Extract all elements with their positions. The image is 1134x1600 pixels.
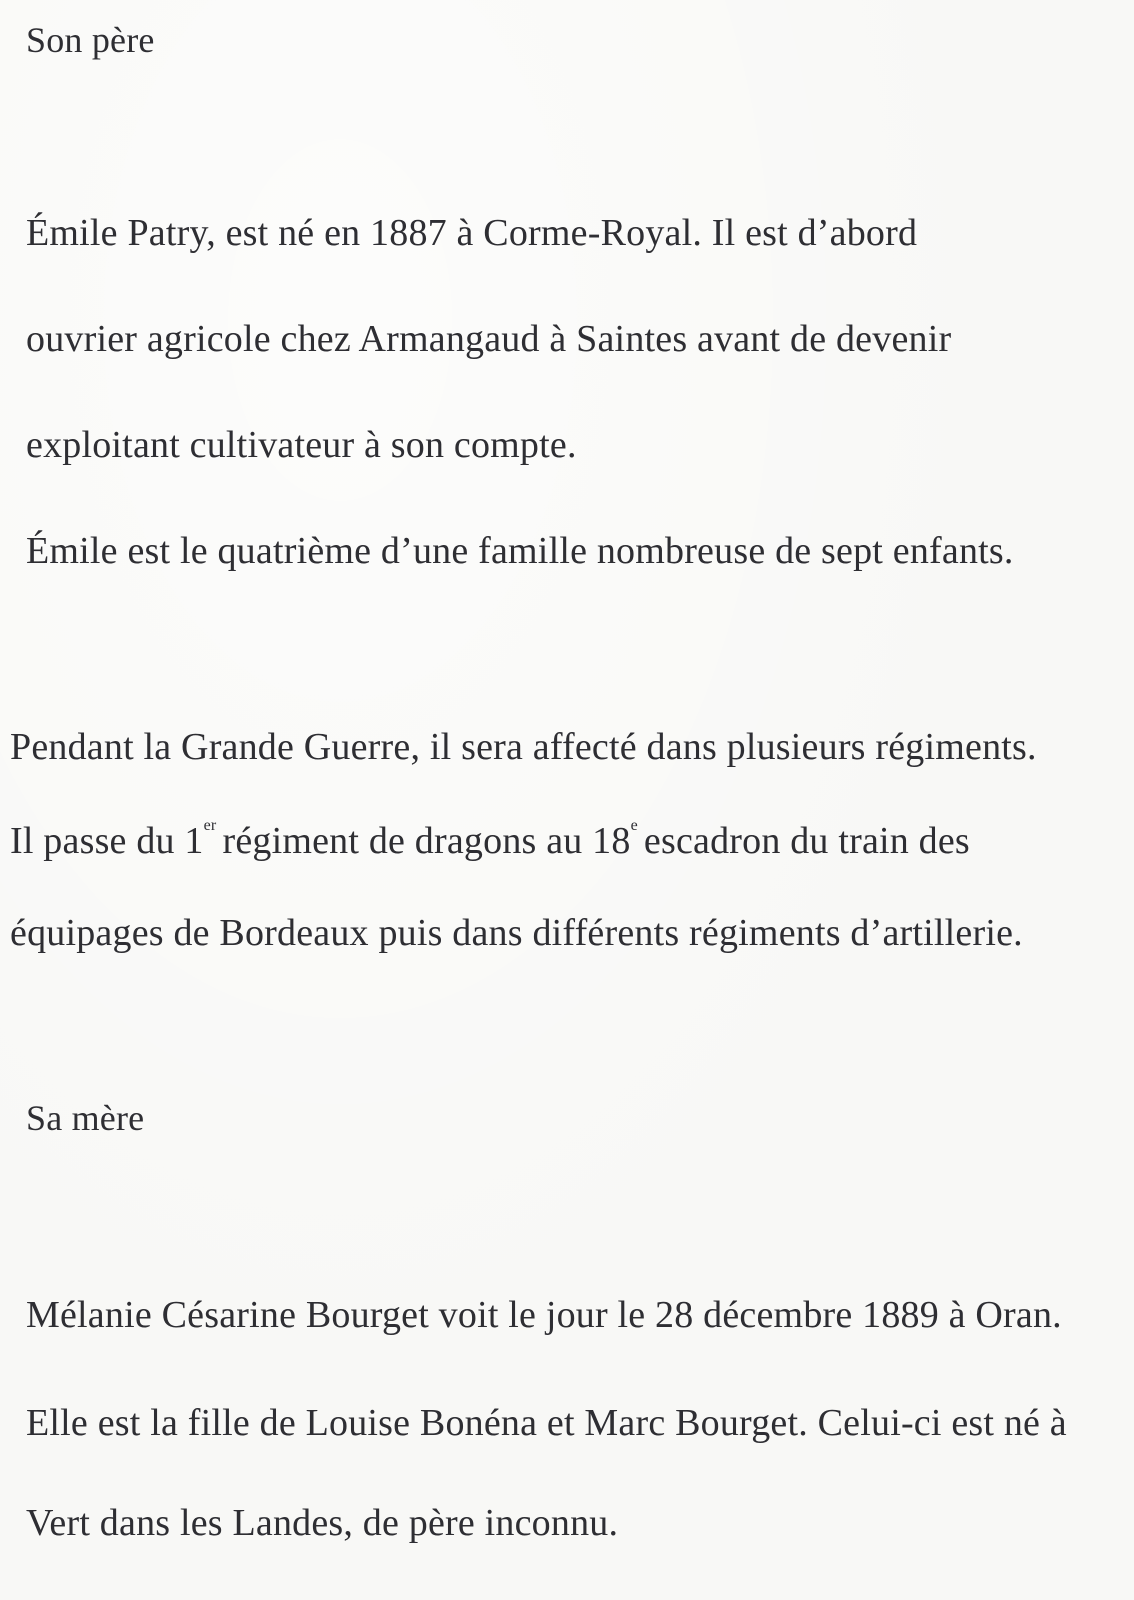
- war-line-2-part-b: régiment de dragons au 18: [222, 820, 631, 862]
- war-line-2-part-c: escadron du train des: [643, 820, 970, 862]
- father-paragraph-line-4: Émile est le quatrième d’une famille nombreuse de sept enfants.: [26, 530, 1014, 572]
- mother-paragraph-line-1: Mélanie Césarine Bourget voit le jour le 28 décembre 1889 à Oran.: [26, 1294, 1062, 1336]
- father-heading: Son père: [26, 20, 155, 60]
- father-paragraph-line-3: exploitant cultivateur à son compte.: [26, 424, 577, 466]
- war-paragraph-line-1: Pendant la Grande Guerre, il sera affecté dans plusieurs régiments.: [10, 726, 1037, 768]
- ordinal-superscript-er: er: [203, 817, 217, 834]
- war-paragraph-line-3: équipages de Bordeaux puis dans différents régiments d’artillerie.: [10, 912, 1023, 954]
- ordinal-superscript-e: e: [630, 817, 638, 834]
- father-paragraph-line-1: Émile Patry, est né en 1887 à Corme-Royal. Il est d’abord: [26, 212, 918, 254]
- father-paragraph-line-2: ouvrier agricole chez Armangaud à Saintes avant de devenir: [26, 318, 952, 360]
- war-paragraph-line-2: [10, 817, 970, 862]
- mother-paragraph-line-2: Elle est la fille de Louise Bonéna et Marc Bourget. Celui-ci est né à: [26, 1402, 1067, 1444]
- mother-paragraph-line-3: Vert dans les Landes, de père inconnu.: [26, 1502, 619, 1544]
- war-line-2-part-a: Il passe du 1: [10, 820, 204, 862]
- mother-heading: Sa mère: [26, 1098, 145, 1138]
